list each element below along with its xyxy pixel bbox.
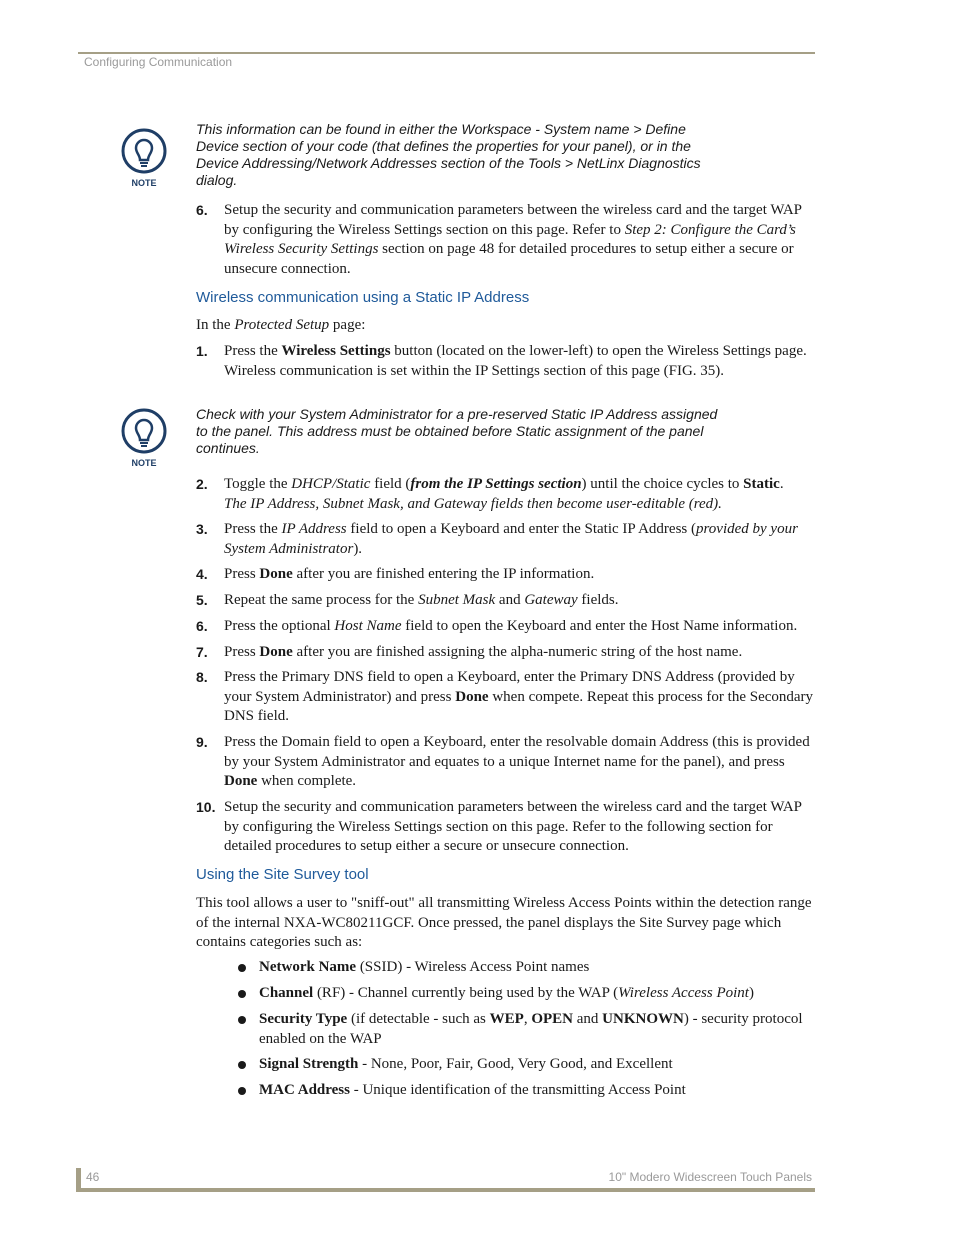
definition: ) bbox=[748, 985, 754, 1001]
section-name: from the IP Settings section bbox=[410, 476, 582, 492]
page-number: 46 bbox=[86, 1170, 100, 1184]
step-2-toggle-dhcp bbox=[196, 475, 816, 514]
step-text: after you are finished entering the IP information. bbox=[292, 566, 595, 582]
step-text: Press the optional bbox=[224, 618, 335, 634]
protocol-name: UNKNOWN bbox=[602, 1011, 684, 1027]
step-text: Toggle the bbox=[224, 476, 292, 492]
step-number: 2. bbox=[196, 476, 208, 492]
step-6-host-name bbox=[196, 617, 816, 637]
step-number: 3. bbox=[196, 521, 208, 537]
step-text: Press bbox=[224, 644, 260, 660]
step-text: ) until the choice cycles to bbox=[581, 476, 744, 492]
term: Security Type bbox=[259, 1011, 348, 1027]
step-8-dns bbox=[196, 668, 816, 727]
definition: - None, Poor, Fair, Good, Very Good, and Excellent bbox=[358, 1056, 673, 1072]
note-lightbulb-icon bbox=[118, 126, 170, 188]
footer-rule bbox=[78, 1188, 815, 1192]
step-10-security-setup bbox=[196, 798, 816, 857]
step-text: after you are finished assigning the alpha-numeric string of the host name. bbox=[292, 644, 743, 660]
protocol-name: WEP bbox=[489, 1011, 524, 1027]
step-text: when complete. bbox=[257, 773, 357, 790]
step-3-ip-address bbox=[196, 520, 816, 559]
running-footer-title: 10" Modero Widescreen Touch Panels bbox=[608, 1170, 812, 1184]
running-header: Configuring Communication bbox=[84, 55, 233, 69]
bullet-dot bbox=[238, 1061, 246, 1069]
header-rule bbox=[78, 52, 815, 54]
definition: , bbox=[523, 1011, 532, 1027]
field-name: Host Name bbox=[334, 618, 402, 634]
step-text: button (located on the lower-left) to open the Wireless Settings page. Wireless communication is set within the IP Settings section of this page (FIG. 35). bbox=[224, 343, 807, 379]
note-box-1 bbox=[196, 121, 701, 189]
step-4-done bbox=[196, 565, 816, 585]
step-number: 1. bbox=[196, 343, 208, 359]
step-number: 7. bbox=[196, 644, 208, 660]
step-number: 6. bbox=[196, 202, 208, 218]
step-7-done bbox=[196, 643, 816, 663]
definition: and bbox=[572, 1011, 603, 1027]
button-name: Done bbox=[259, 566, 293, 582]
step-text: ). bbox=[353, 540, 363, 557]
definition: - Unique identification of the transmitting Access Point bbox=[349, 1082, 686, 1098]
note-line: Device section of your code (that defines the properties for your panel), or in the bbox=[196, 138, 691, 154]
bullet-dot bbox=[238, 964, 246, 972]
section-heading-site-survey: Using the Site Survey tool bbox=[196, 866, 369, 883]
text: page: bbox=[329, 317, 366, 333]
field-name: DHCP/Static bbox=[291, 476, 371, 492]
step-text: Press the Primary DNS field to open a Keyboard, enter the Primary DNS Address (provided by your System Administrator) and press bbox=[224, 669, 795, 705]
step-text: fields. bbox=[577, 592, 619, 608]
note-line: continues. bbox=[196, 440, 260, 456]
term: Channel bbox=[259, 985, 314, 1001]
definition: (SSID) - Wireless Access Point names bbox=[356, 959, 590, 975]
step-text: Press the bbox=[224, 343, 282, 359]
note-icon-label: NOTE bbox=[131, 178, 157, 188]
note-box-2 bbox=[196, 406, 717, 457]
step-result: The IP Address, Subnet Mask, and Gateway fields then become user-editable (red). bbox=[224, 495, 722, 512]
step-aside: provided by your System Administrator bbox=[224, 521, 798, 557]
step-6-security-setup bbox=[196, 201, 816, 280]
note-line: dialog. bbox=[196, 172, 238, 188]
button-name: Wireless Settings bbox=[281, 343, 391, 359]
bullet-dot bbox=[238, 1087, 246, 1095]
step-text: Setup the security and communication parameters between the wireless card and the target WAP by configuring the Wireless Settings section on this page. Refer to the following section for detailed procedures to setup either a secure or unsecure connection. bbox=[224, 799, 802, 855]
note-line: Check with your System Administrator for a pre-reserved Static IP Address assigned bbox=[196, 406, 718, 422]
definition: ) - security protocol enabled on the WAP bbox=[259, 1011, 803, 1047]
step-text: . bbox=[779, 476, 784, 492]
bullet-security-type bbox=[236, 1010, 816, 1049]
cross-reference: Step 2: Configure the Card’s Wireless Security Settings bbox=[224, 221, 796, 258]
step-5-repeat bbox=[196, 591, 816, 611]
term: Network Name bbox=[259, 959, 357, 975]
field-name: IP Address bbox=[281, 521, 347, 537]
definition-italic: Wireless Access Point bbox=[618, 985, 749, 1001]
bullet-dot bbox=[238, 990, 246, 998]
button-name: Done bbox=[455, 688, 489, 705]
definition: (RF) - Channel currently being used by the WAP ( bbox=[313, 985, 619, 1001]
bullet-channel bbox=[236, 984, 816, 1004]
step-number: 6. bbox=[196, 618, 208, 634]
step-text: field to open the Keyboard and enter the Host Name information. bbox=[401, 618, 798, 634]
step-text: Press the bbox=[224, 521, 282, 537]
step-text: section on page 48 for detailed procedures to setup either a secure or unsecure connection. bbox=[224, 241, 794, 278]
note-line: This information can be found in either the Workspace - System name > Define bbox=[196, 121, 686, 137]
note-icon-label: NOTE bbox=[131, 458, 157, 468]
step-text: and bbox=[495, 592, 525, 608]
bullet-dot bbox=[238, 1016, 246, 1024]
bullet-signal-strength bbox=[236, 1055, 816, 1075]
step-9-domain bbox=[196, 733, 816, 792]
button-name: Done bbox=[224, 773, 258, 790]
step-number: 8. bbox=[196, 669, 208, 685]
note-lightbulb-icon bbox=[118, 406, 170, 468]
step-number: 4. bbox=[196, 566, 208, 582]
button-name: Done bbox=[259, 644, 293, 660]
step-number: 9. bbox=[196, 734, 208, 750]
step-text: when compete. Repeat this process for the Secondary DNS field. bbox=[224, 688, 814, 725]
bullet-network-name bbox=[236, 958, 816, 978]
note-line: Device Addressing/Network Addresses section of the Tools > NetLinx Diagnostics bbox=[196, 155, 701, 171]
field-name: Subnet Mask bbox=[418, 592, 496, 608]
intro-paragraph bbox=[196, 316, 812, 336]
step-text: Press bbox=[224, 566, 260, 582]
note-line: to the panel. This address must be obtained before Static assignment of the panel bbox=[196, 423, 704, 439]
term: Signal Strength bbox=[259, 1056, 359, 1072]
step-number: 10. bbox=[196, 799, 216, 815]
page-name: Protected Setup bbox=[234, 317, 330, 333]
step-text: Repeat the same process for the bbox=[224, 592, 419, 608]
step-text: Setup the security and communication parameters between the wireless card and the target WAP by configuring the Wireless Settings section on this page. Refer to bbox=[224, 202, 802, 238]
choice-name: Static bbox=[743, 476, 780, 492]
step-text: field ( bbox=[370, 476, 411, 492]
section-heading-static-ip: Wireless communication using a Static IP Address bbox=[196, 289, 530, 306]
term: MAC Address bbox=[259, 1082, 350, 1098]
protocol-name: OPEN bbox=[531, 1011, 573, 1027]
definition: (if detectable - such as bbox=[347, 1011, 490, 1027]
field-name: Gateway bbox=[524, 592, 578, 608]
text: In the bbox=[196, 317, 235, 333]
step-text: field to open a Keyboard and enter the Static IP Address ( bbox=[346, 521, 696, 537]
step-number: 5. bbox=[196, 592, 208, 608]
bullet-mac-address bbox=[236, 1081, 816, 1101]
step-text: Press the Domain field to open a Keyboard, enter the resolvable domain Address (this is provided by your System Administrator and equates to a unique Internet name for the panel), and press bbox=[224, 734, 810, 770]
site-survey-intro: This tool allows a user to "sniff-out" all transmitting Wireless Access Points within the detection range of the internal NXA-WC80211GCF. Once pressed, the panel displays the Site Survey page which contains categories such as: bbox=[196, 895, 812, 951]
step-1-wireless-settings bbox=[196, 342, 816, 381]
